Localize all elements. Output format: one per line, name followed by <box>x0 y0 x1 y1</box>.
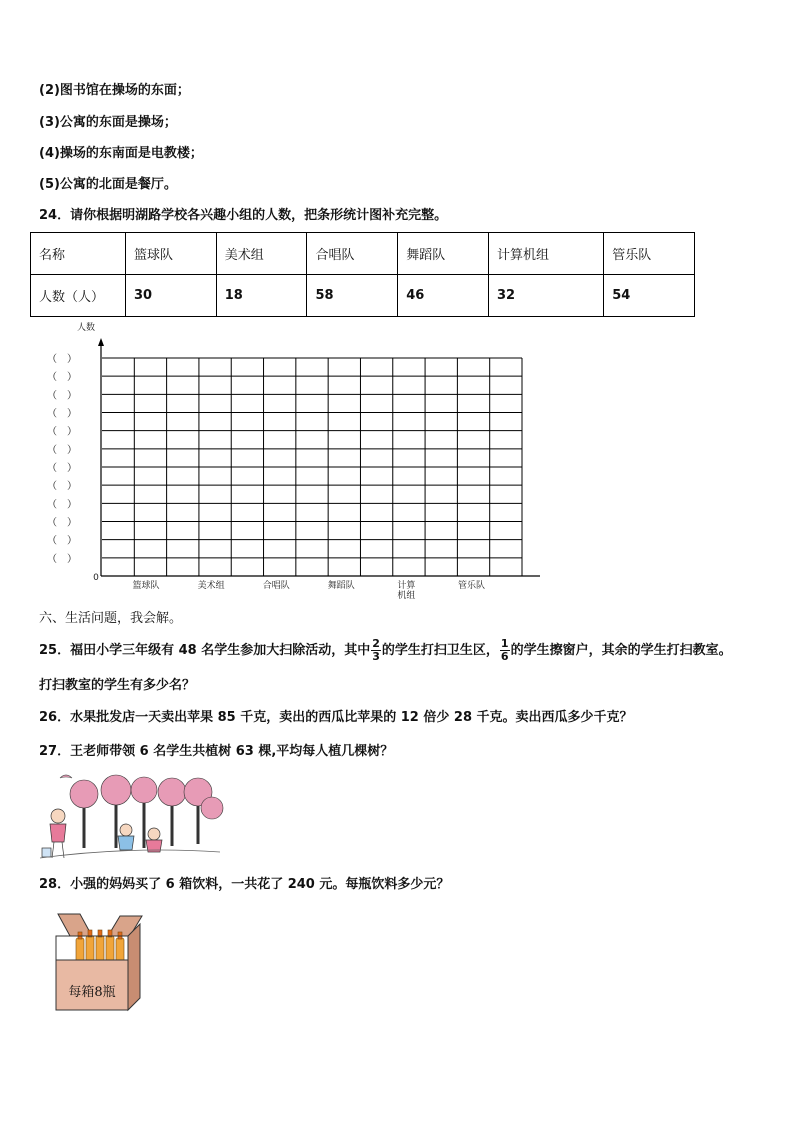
y-tick-label: （ ） <box>47 390 77 402</box>
table-cell: 30 <box>126 275 217 317</box>
y-tick-label: （ ） <box>47 426 77 438</box>
table-header-row <box>31 233 695 275</box>
y-tick-label: （ ） <box>47 354 77 365</box>
x-tick-label: 合唱队 <box>262 581 290 591</box>
condition-3: (3)公寓的东面是操场； <box>39 115 177 130</box>
question-27: 27．王老师带领 6 名学生共植树 63 棵,平均每人植几棵树？ <box>39 744 394 759</box>
q25-text-2: 的学生打扫卫生区， <box>381 643 499 658</box>
x-tick-label: 管乐队 <box>457 581 486 591</box>
question-25 <box>39 638 732 664</box>
table-cell: 46 <box>398 275 489 317</box>
fraction-two-thirds <box>371 638 381 663</box>
condition-5: (5)公寓的北面是餐厅。 <box>39 177 177 192</box>
x-tick-label: 美术组 <box>197 581 225 591</box>
y-tick-label: （ ） <box>47 535 77 547</box>
fraction-denominator: 6 <box>500 650 509 663</box>
fraction-numerator: 1 <box>500 637 509 650</box>
x-tick-label: 机组 <box>397 591 416 601</box>
origin-label: 0 <box>93 573 99 583</box>
data-table <box>30 232 695 317</box>
box-side-icon <box>128 924 140 1010</box>
table-cell: 合唱队 <box>307 233 398 275</box>
table-cell: 32 <box>488 275 603 317</box>
table-cell: 美术组 <box>216 233 307 275</box>
table-cell: 58 <box>307 275 398 317</box>
table-cell: 舞蹈队 <box>398 233 489 275</box>
section-6-title: 六、生活问题，我会解。 <box>39 611 183 626</box>
y-tick-label: （ ） <box>47 463 77 474</box>
y-tick-label: （ ） <box>47 444 77 456</box>
tree-planting-illustration <box>36 768 224 864</box>
y-tick-label: （ ） <box>47 499 77 511</box>
condition-4: (4)操场的东南面是电教楼； <box>39 146 203 161</box>
table-cell: 管乐队 <box>604 233 695 275</box>
y-tick-label: （ ） <box>47 408 77 420</box>
table-cell: 54 <box>604 275 695 317</box>
x-tick-label: 篮球队 <box>132 581 160 591</box>
box-lid-icon <box>58 914 92 936</box>
question-24: 24．请你根据明湖路学校各兴趣小组的人数，把条形统计图补充完整。 <box>39 208 448 223</box>
y-tick-label: （ ） <box>47 517 77 529</box>
bird-icon <box>60 775 72 778</box>
fraction-one-sixth <box>500 638 510 663</box>
y-axis-label: 人数 <box>76 323 96 333</box>
q25-text-1: 25．福田小学三年级有 48 名学生参加大扫除活动，其中 <box>39 643 371 658</box>
table-cell: 篮球队 <box>126 233 217 275</box>
condition-2: (2)图书馆在操场的东面； <box>39 83 190 98</box>
q25-text-3: 的学生擦窗户，其余的学生打扫教室。 <box>510 643 732 658</box>
y-axis-arrow-icon <box>98 338 104 346</box>
question-25-line-2: 打扫教室的学生有多少名？ <box>39 678 196 693</box>
tree-icon <box>70 775 223 848</box>
question-26: 26．水果批发店一天卖出苹果 85 千克，卖出的西瓜比苹果的 12 倍少 28 千克。卖出西瓜多少千克？ <box>39 710 633 725</box>
question-28: 28．小强的妈妈买了 6 箱饮料，一共花了 240 元。每瓶饮料多少元？ <box>39 877 450 892</box>
table-cell: 18 <box>216 275 307 317</box>
box-label: 每箱8瓶 <box>68 985 116 1000</box>
table-cell: 计算机组 <box>488 233 603 275</box>
table-cell: 人数（人） <box>31 275 126 317</box>
y-tick-label: （ ） <box>47 372 77 384</box>
x-tick-label: 舞蹈队 <box>327 581 355 591</box>
fraction-numerator: 2 <box>372 637 380 650</box>
y-tick-label: （ ） <box>47 553 77 565</box>
table-cell: 名称 <box>31 233 126 275</box>
bar-chart-grid <box>0 318 560 608</box>
x-tick-label: 计算 <box>397 581 416 591</box>
table-row <box>31 275 695 317</box>
y-tick-label: （ ） <box>47 481 77 493</box>
fraction-denominator: 3 <box>372 650 380 663</box>
drink-box-illustration <box>52 910 144 1012</box>
